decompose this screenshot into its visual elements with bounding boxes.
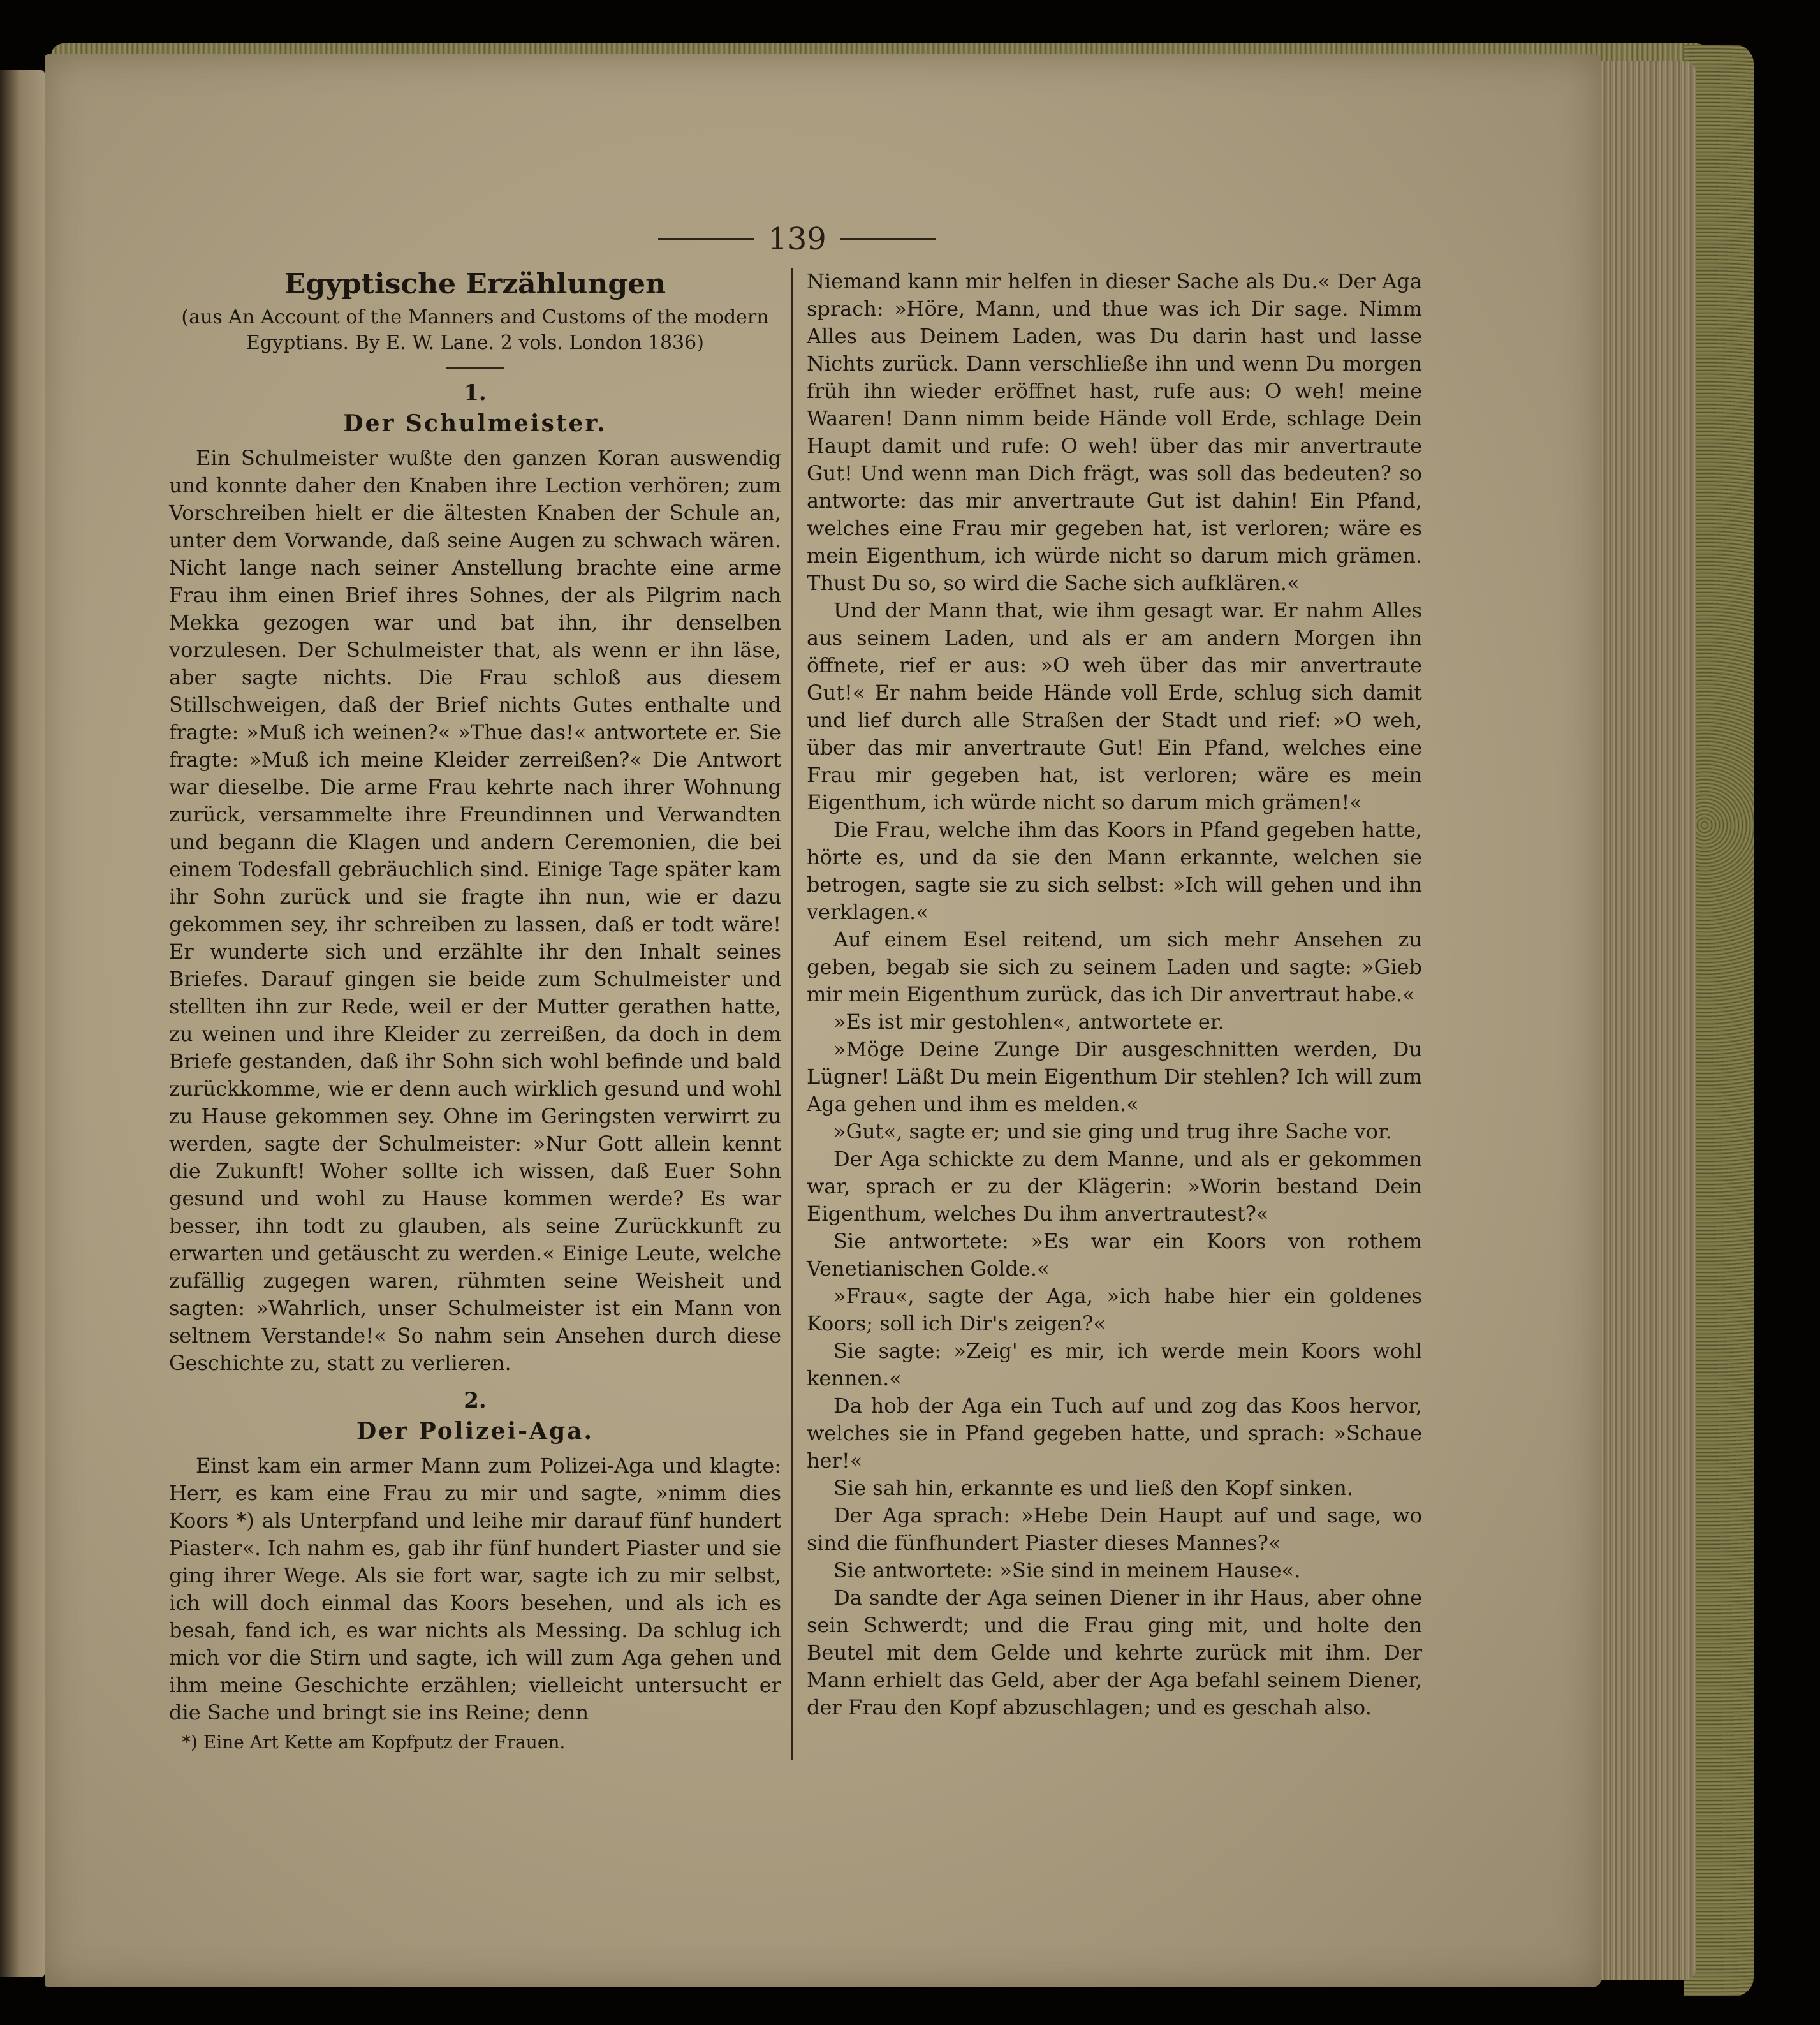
article-title: Egyptische Erzählungen [284, 268, 666, 300]
title-rule [446, 367, 504, 369]
story1-heading: Der Schulmeister. [343, 410, 607, 437]
story2-paragraph: Sie antwortete: »Es war ein Koors von rothem Venetianischen Golde.« [807, 1229, 1422, 1281]
story2-paragraph: Sie antwortete: »Sie sind in meinem Hause«. [833, 1558, 1301, 1582]
story2-paragraph: Die Frau, welche ihm das Koors in Pfand gegeben hatte, hörte es, und da sie den Mann erkannte, welchen sie betrogen, sagte sie zu sich selbst: »Ich will gehen und ihn verklagen.« [807, 818, 1422, 924]
story2-heading: Der Polizei-Aga. [356, 1418, 594, 1445]
story1-paragraph: Ein Schulmeister wußte den ganzen Koran auswendig und konnte daher den Knaben ihre Lection verhören; zum Vorschreiben hielt er die ältesten Knaben der Schule an, unter dem Vorwande, daß seine Augen zu schwach wären. Nicht lange nach seiner Anstellung brachte eine arme Frau ihm einen Brief ihres Sohnes, der als Pilgrim nach Mekka gezogen war und bat ihn, ihr denselben vorzulesen. Der Schulmeister that, als wenn er ihn läse, aber sagte nichts. Die Frau schloß aus diesem Stillschweigen, daß der Brief nichts Gutes enthalte und fragte: »Muß ich weinen?« »Thue das!« antwortete er. Sie fragte: »Muß ich meine Kleider zerreißen?« Die Antwort war dieselbe. Die arme Frau kehrte nach ihrer Wohnung zurück, versammelte ihre Freundinnen und Verwandten und begann die Klagen und andern Ceremonien, die bei einem Todesfall gebräuchlich sind. Einige Tage später kam ihr Sohn zurück und sie fragte ihn nun, wie er dazu gekommen sey, ihr schreiben zu lassen, daß er todt wäre! Er wunderte sich und erzählte ihr den Inhalt seines Briefes. Darauf gingen sie beide zum Schulmeister und stellten ihn zur Rede, weil er der Mutter gerathen hatte, zu weinen und ihre Kleider zu zerreißen, da doch in dem Briefe gestanden, daß ihr Sohn sich wohl befinde und bald zurückkomme, wie er denn auch wirklich gesund und wohl zu Hause gekommen sey. Ohne im Geringsten verwirrt zu werden, sagte der Schulmeister: »Nur Gott allein kennt die Zukunft! Woher sollte ich wissen, daß Euer Sohn gesund und wohl zu Hause kommen werde? Es war besser, ihn todt zu glauben, als seine Zurückkunft zu erwarten und getäuscht zu werden.« Einige Leute, welche zufällig zugegen waren, rühmten seine Weisheit und sagten: »Wahrlich, unser Schulmeister ist ein Mann von seltnem Verstande!« So nahm sein Ansehen durch diese Geschichte zu, statt zu verlieren. [169, 446, 781, 1375]
story2-paragraph: »Es ist mir gestohlen«, antwortete er. [833, 1010, 1224, 1034]
story2-paragraph: Niemand kann mir helfen in dieser Sache als Du.« Der Aga sprach: »Höre, Mann, und thue was ich Dir sage. Nimm Alles aus Deinem Laden, was Du darin hast und lasse Nichts zurück. Dann verschließe ihn und wenn Du morgen früh ihn wieder eröffnet hast, rufe aus: O weh! meine Waaren! Dann nimm beide Hände voll Erde, schlage Dein Haupt damit und rufe: O weh! über das mir anvertraute Gut! Und wenn man Dich frägt, was soll das bedeuten? so antworte: das mir anvertraute Gut ist dahin! Ein Pfand, welches eine Frau mir gegeben hat, ist verloren; wäre es mein Eigenthum, ich würde nicht so darum mich grämen. Thust Du so, so wird die Sache sich aufklären.« [807, 269, 1422, 595]
column-divider [791, 268, 793, 1760]
previous-page-edge [0, 70, 45, 1977]
article-subtitle: (aus An Account of the Manners and Customs of the modern Egyptians. By E. W. Lane. 2 vols. London 1836) [181, 306, 769, 354]
story2-paragraph: Da sandte der Aga seinen Diener in ihr Haus, aber ohne sein Schwerdt; und die Frau ging mit, und holte den Beutel mit dem Gelde und kehrte zurück mit ihm. Der Mann erhielt das Geld, aber der Aga befahl seinem Diener, der Frau den Kopf abzuschlagen; und es geschah also. [807, 1586, 1422, 1719]
header-rule-left [658, 238, 754, 240]
right-column [807, 268, 1422, 1721]
story2-paragraph: Der Aga schickte zu dem Manne, und als er gekommen war, sprach er zu der Klägerin: »Worin bestand Dein Eigenthum, welches Du ihm anvertrautest?« [807, 1147, 1422, 1226]
story2-paragraph: Da hob der Aga ein Tuch auf und zog das Koos hervor, welches sie in Pfand gegeben hatte, und sprach: »Schaue her!« [807, 1394, 1422, 1473]
story2-paragraph: »Gut«, sagte er; und sie ging und trug ihre Sache vor. [833, 1119, 1392, 1144]
story2-paragraph: »Möge Deine Zunge Dir ausgeschnitten werden, Du Lügner! Läßt Du mein Eigenthum Dir stehlen? Ich will zum Aga gehen und ihm es melden.« [807, 1037, 1422, 1116]
story2-paragraph: Sie sah hin, erkannte es und ließ den Kopf sinken. [833, 1476, 1353, 1500]
left-column [169, 268, 781, 1755]
story2-paragraph: Sie sagte: »Zeig' es mir, ich werde mein Koors wohl kennen.« [807, 1339, 1422, 1390]
page-header [631, 220, 963, 258]
story2-paragraph-left: Einst kam ein armer Mann zum Polizei-Aga und klagte: Herr, es kam eine Frau zu mir und sagte, »nimm dies Koors *) als Unterpfand und leihe mir darauf fünf hundert Piaster«. Ich nahm es, gab ihr fünf hundert Piaster und sie ging ihrer Wege. Als sie fort war, sagte ich zu mir selbst, ich will doch einmal das Koors besehen, und als ich es besah, fand ich, es war nichts als Messing. Da schlug ich mich vor die Stirn und sagte, ich will zum Aga gehen und ihm meine Geschichte erzählen; vielleicht untersucht er die Sache und bringt sie ins Reine; denn [169, 1454, 781, 1725]
page-number: 139 [768, 221, 826, 257]
story2-paragraph: Der Aga sprach: »Hebe Dein Haupt auf und sage, wo sind die fünfhundert Piaster dieses Mannes?« [807, 1503, 1422, 1555]
header-rule-right [840, 238, 936, 240]
page-stack-edges [1601, 61, 1696, 1980]
story2-paragraph: Auf einem Esel reitend, um sich mehr Ansehen zu geben, begab sie sich zu seinem Laden und sagte: »Gieb mir mein Eigenthum zurück, das ich Dir anvertraut habe.« [807, 927, 1422, 1006]
story2-paragraph: »Frau«, sagte der Aga, »ich habe hier ein goldenes Koors; soll ich Dir's zeigen?« [807, 1284, 1422, 1336]
story2-numeral: 2. [464, 1388, 487, 1413]
story1-numeral: 1. [464, 380, 487, 406]
footnote: *) Eine Art Kette am Kopfputz der Frauen. [182, 1732, 566, 1753]
story2-paragraph: Und der Mann that, wie ihm gesagt war. Er nahm Alles aus seinem Laden, und als er am andern Morgen ihn öffnete, rief er aus: »O weh über das mir anvertraute Gut!« Er nahm beide Hände voll Erde, schlug sich damit und lief durch alle Straßen der Stadt und rief: »O weh, über das mir anvertraute Gut! Ein Pfand, welches eine Frau mir gegeben hat, ist verloren; wäre es mein Eigenthum, ich würde nicht so darum mich grämen!« [807, 598, 1422, 814]
